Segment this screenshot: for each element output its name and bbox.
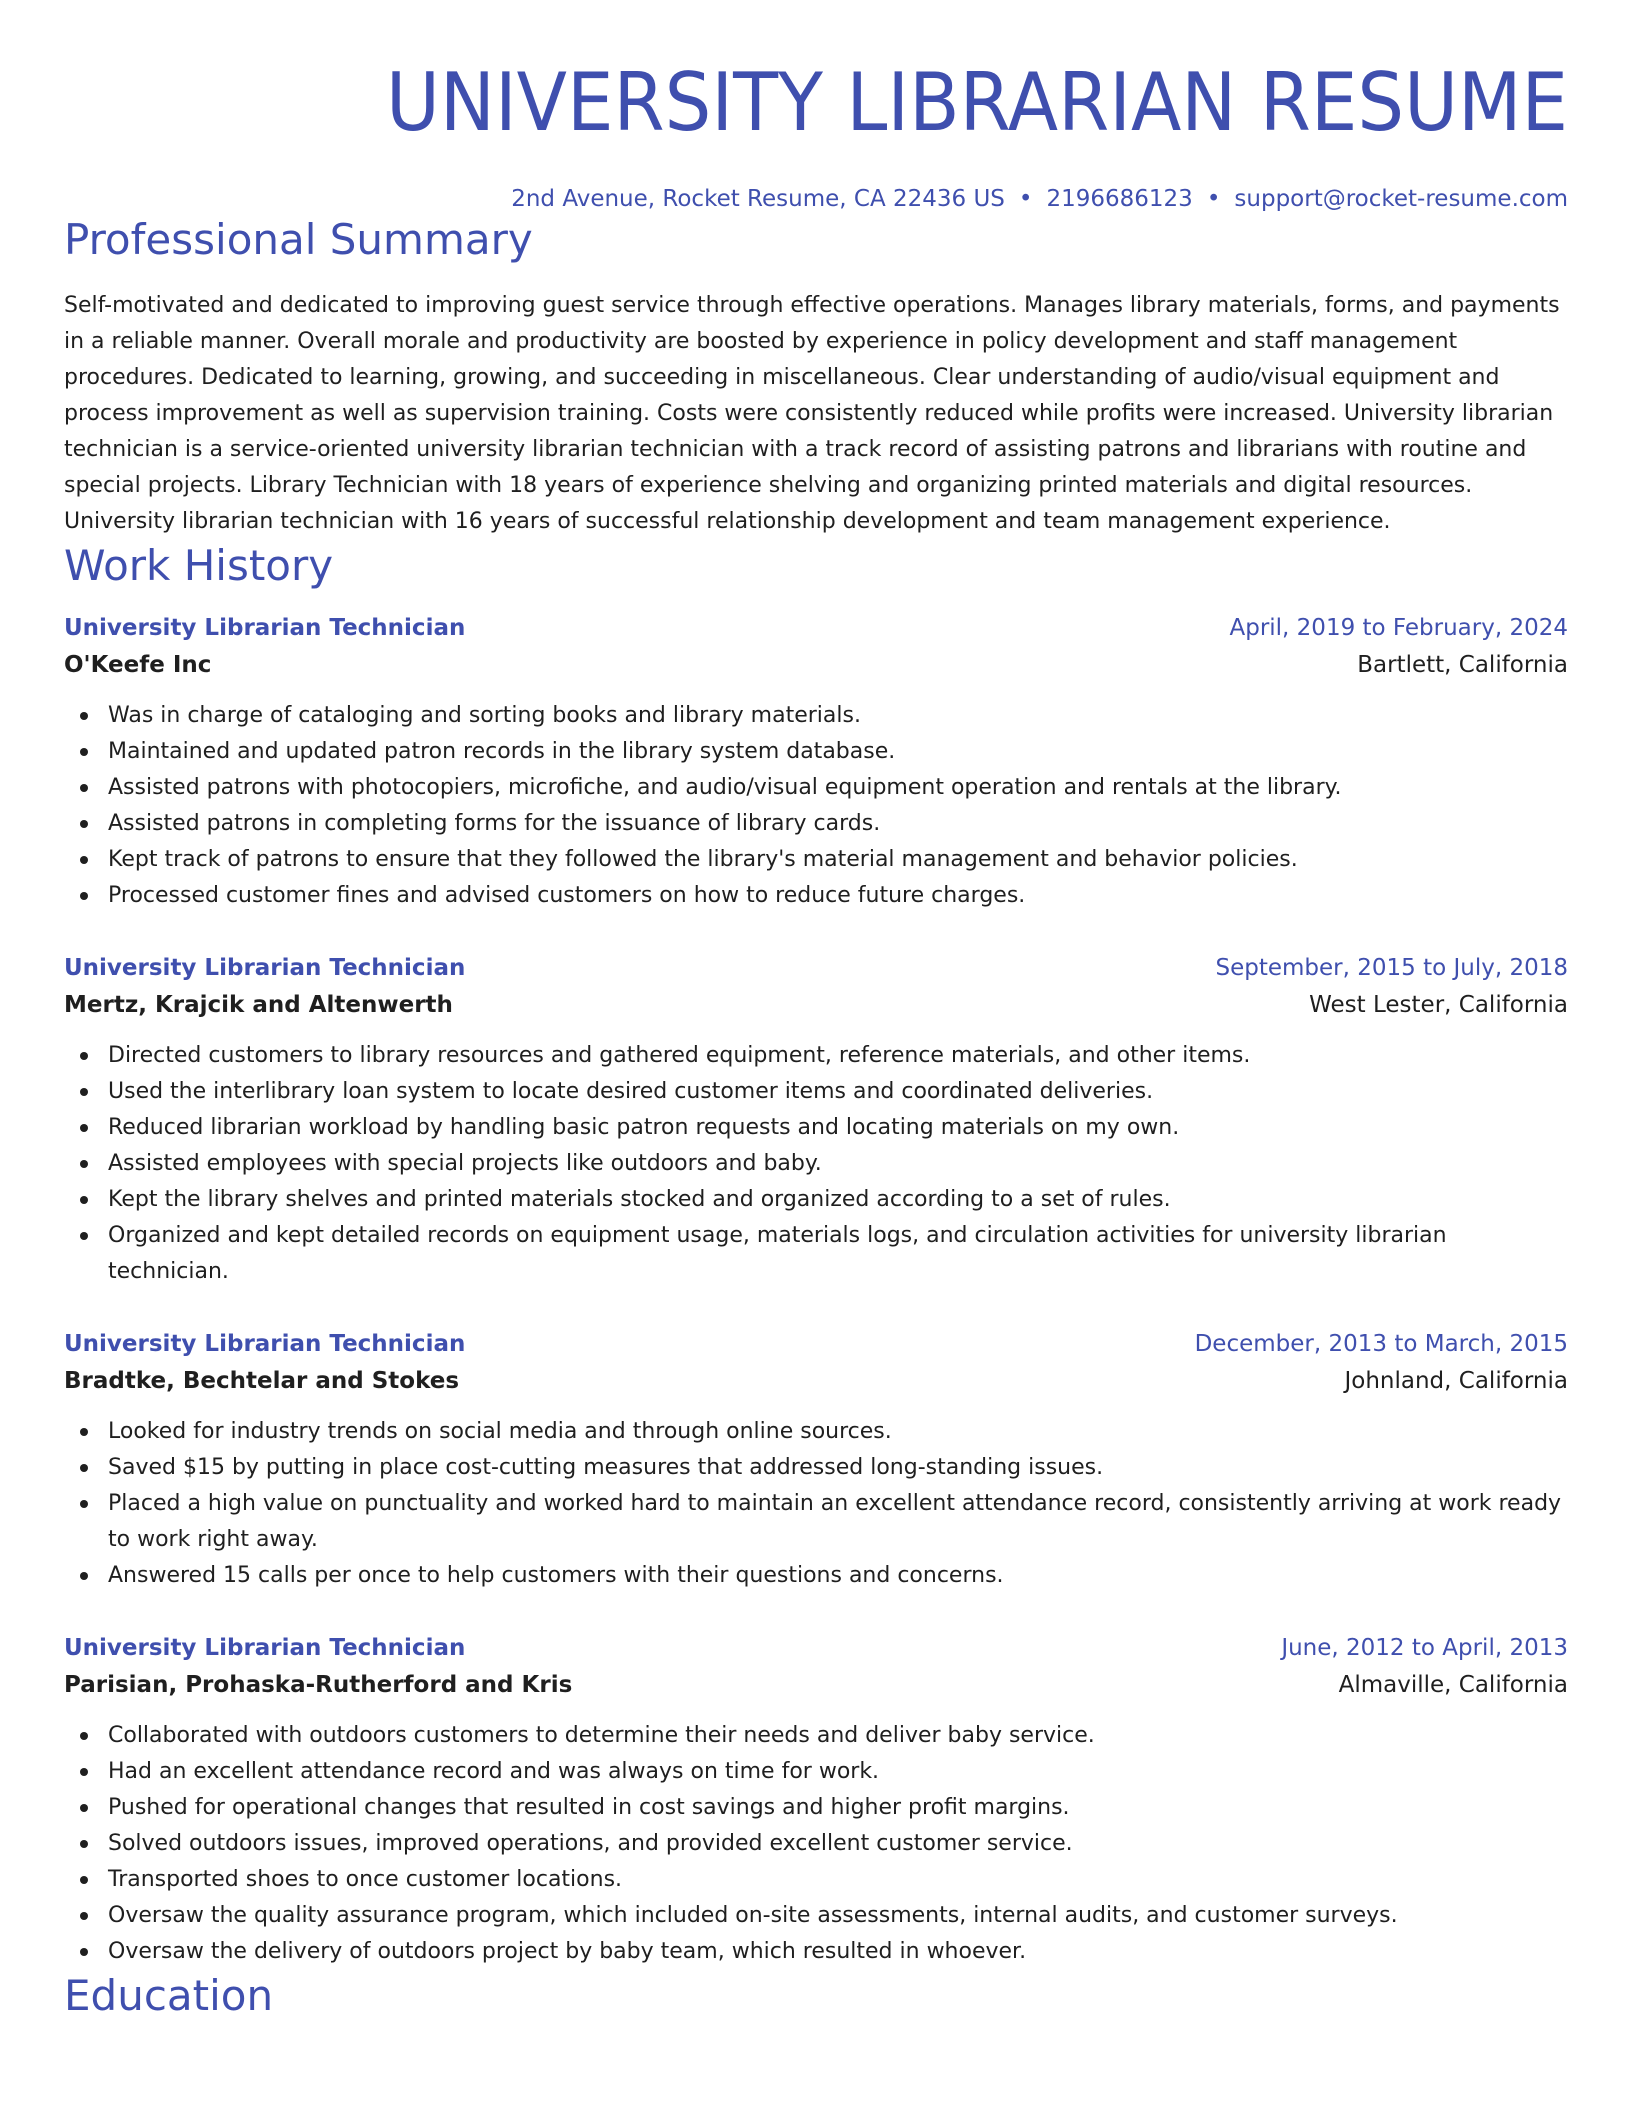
job-bullet: Assisted patrons in completing forms for the issuance of library cards. — [108, 806, 1568, 842]
job-bullet: Oversaw the quality assurance program, which included on-site assessments, internal audits, and customer surveys. — [108, 1898, 1568, 1934]
job-title: University Librarian Technician — [64, 615, 466, 641]
contact-line — [64, 184, 1568, 214]
contact-email: support@rocket-resume.com — [1234, 186, 1568, 212]
job-bullet: Answered 15 calls per once to help customers with their questions and concerns. — [108, 1558, 1568, 1594]
job-bullet: Transported shoes to once customer locations. — [108, 1862, 1568, 1898]
job-dates: June, 2012 to April, 2013 — [1281, 1635, 1568, 1661]
education-heading: Education — [64, 1971, 274, 2020]
job-bullet: Looked for industry trends on social media and through online sources. — [108, 1414, 1568, 1450]
job-bullet: Processed customer fines and advised customers on how to reduce future charges. — [108, 878, 1568, 914]
job-entry — [64, 1630, 1568, 1970]
education-section — [64, 1970, 1568, 2022]
professional-summary-heading: Professional Summary — [64, 215, 533, 264]
contact-separator: • — [1018, 186, 1033, 212]
job-company: Mertz, Krajcik and Altenwerth — [64, 992, 453, 1018]
job-bullet: Oversaw the delivery of outdoors project by baby team, which resulted in whoever. — [108, 1934, 1568, 1970]
job-bullet: Reduced librarian workload by handling basic patron requests and locating materials on my own. — [108, 1110, 1568, 1146]
job-bullet: Pushed for operational changes that resulted in cost savings and higher profit margins. — [108, 1790, 1568, 1826]
job-bullets — [64, 1718, 1568, 1970]
job-entry — [64, 610, 1568, 914]
job-bullet: Directed customers to library resources and gathered equipment, reference materials, and other items. — [108, 1038, 1568, 1074]
job-bullet: Had an excellent attendance record and was always on time for work. — [108, 1754, 1568, 1790]
job-bullet: Organized and kept detailed records on equipment usage, materials logs, and circulation activities for university librarian technician. — [108, 1218, 1568, 1290]
job-dates: December, 2013 to March, 2015 — [1194, 1331, 1568, 1357]
job-bullets — [64, 698, 1568, 914]
job-bullet: Placed a high value on punctuality and worked hard to maintain an excellent attendance record, consistently arriving at work ready to work right away. — [108, 1486, 1568, 1558]
job-bullet: Assisted employees with special projects like outdoors and baby. — [108, 1146, 1568, 1182]
job-company: Bradtke, Bechtelar and Stokes — [64, 1368, 460, 1394]
job-bullet: Saved $15 by putting in place cost-cutting measures that addressed long-standing issues. — [108, 1450, 1568, 1486]
job-title: University Librarian Technician — [64, 1635, 466, 1661]
resume-title: UNIVERSITY LIBRARIAN RESUME — [386, 56, 1568, 149]
job-bullet: Collaborated with outdoors customers to determine their needs and deliver baby service. — [108, 1718, 1568, 1754]
job-title: University Librarian Technician — [64, 1331, 466, 1357]
job-company: Parisian, Prohaska-Rutherford and Kris — [64, 1672, 573, 1698]
job-bullet: Used the interlibrary loan system to locate desired customer items and coordinated deliveries. — [108, 1074, 1568, 1110]
job-bullet: Solved outdoors issues, improved operations, and provided excellent customer service. — [108, 1826, 1568, 1862]
job-dates: April, 2019 to February, 2024 — [1229, 615, 1568, 641]
job-title: University Librarian Technician — [64, 955, 466, 981]
contact-address: 2nd Avenue, Rocket Resume, CA 22436 US — [511, 186, 1005, 212]
work-history-heading: Work History — [64, 541, 334, 590]
job-bullet: Maintained and updated patron records in the library system database. — [108, 734, 1568, 770]
job-bullets — [64, 1038, 1568, 1290]
job-bullet: Assisted patrons with photocopiers, microfiche, and audio/visual equipment operation and rentals at the library. — [108, 770, 1568, 806]
job-company: O'Keefe Inc — [64, 652, 212, 678]
resume-page — [64, 0, 1568, 2022]
job-entry — [64, 1326, 1568, 1594]
job-bullet: Kept the library shelves and printed materials stocked and organized according to a set of rules. — [108, 1182, 1568, 1218]
job-entry — [64, 950, 1568, 1290]
contact-separator: • — [1206, 186, 1221, 212]
professional-summary-text: Self-motivated and dedicated to improving guest service through effective operations. Manages library materials, forms, and payments in a reliable manner. Overall morale and productivity are boosted by experience in policy development and staff management procedures. Dedicated to learning, growing, and succeeding in miscellaneous. Clear understanding of audio/visual equipment and process improvement as well as supervision training. Costs were consistently reduced while profits were increased. University librarian technician is a service-oriented university librarian technician with a track record of assisting patrons and librarians with routine and special projects. Library Technician with 18 years of experience shelving and organizing printed materials and digital resources. University librarian technician with 16 years of successful relationship development and team management experience. — [64, 293, 1560, 534]
job-location: Johnland, California — [1344, 1368, 1568, 1394]
work-history-section — [64, 540, 1568, 1970]
job-bullets — [64, 1414, 1568, 1594]
job-location: West Lester, California — [1309, 992, 1568, 1018]
job-bullet: Kept track of patrons to ensure that they followed the library's material management and behavior policies. — [108, 842, 1568, 878]
professional-summary-section — [64, 214, 1568, 540]
job-dates: September, 2015 to July, 2018 — [1215, 955, 1568, 981]
contact-phone: 2196686123 — [1046, 186, 1193, 212]
job-location: Almaville, California — [1338, 1672, 1568, 1698]
job-bullet: Was in charge of cataloging and sorting books and library materials. — [108, 698, 1568, 734]
job-location: Bartlett, California — [1357, 652, 1568, 678]
